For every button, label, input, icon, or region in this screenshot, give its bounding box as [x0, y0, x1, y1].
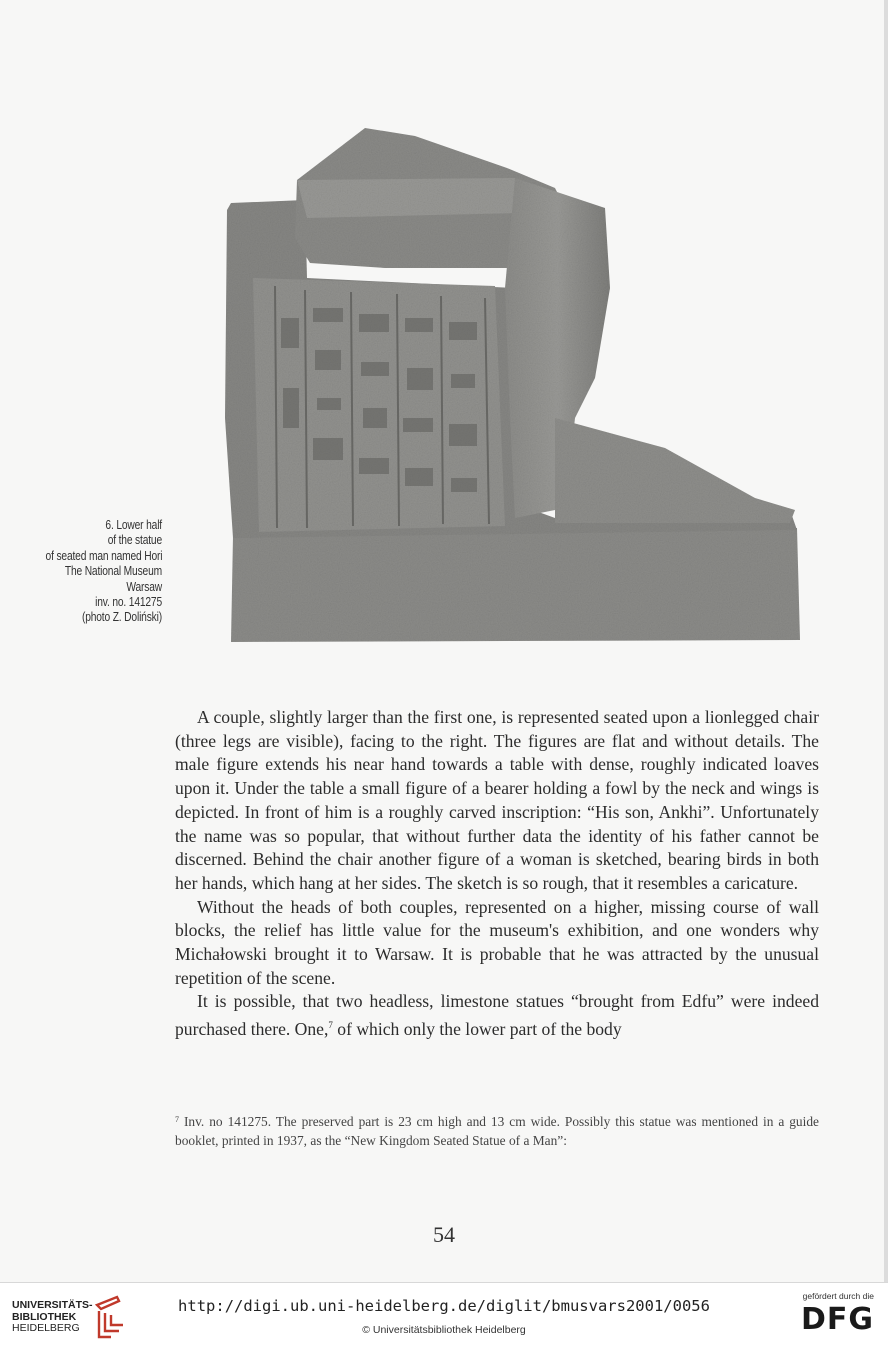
caption-line: 6. Lower half: [105, 518, 162, 532]
caption-line: The National Museum: [64, 564, 162, 579]
library-name-line: UNIVERSITÄTS-: [12, 1299, 93, 1311]
page-number: 54: [433, 1222, 455, 1247]
dfg-logo[interactable]: [784, 1291, 874, 1339]
caption-line: (photo Z. Doliński): [81, 610, 162, 625]
caption-line: inv. no. 141275: [95, 595, 162, 610]
footnote-text: Inv. no 141275. The preserved part is 23 cm high and 13 cm wide. Possibly this statue was mentioned in a guide booklet, printed in 1937, as the “New Kingdom Seated Statue of a Man”:: [175, 1114, 819, 1148]
viewer-footer: [0, 1282, 888, 1346]
caption-line: Warsaw: [126, 579, 162, 594]
dfg-wordmark: DFG: [800, 1302, 874, 1337]
statue-photograph: [215, 118, 805, 648]
paragraph-text: It is possible, that two headless, limestone statues “brought from Edfu” were indeed purchased there. One,: [175, 991, 819, 1040]
copyright-notice: © Universitätsbibliothek Heidelberg: [362, 1324, 526, 1336]
caption-line: of seated man named Hori: [45, 548, 163, 563]
scan-edge: [884, 0, 888, 1282]
paragraph: A couple, slightly larger than the first one, is represented seated upon a lionlegged chair (three legs are visible), facing to the right. The figures are flat and without details. The male figure extends his near hand towards a table with dense, roughly indicated loaves upon it. Under the table a small figure of a bearer holding a fowl by the neck and wings is depicted. In front of him is a roughly carved inscription: “His son, Ankhi”. Unfortunately the name was so popular, that without further data the identity of his father cannot be discerned. Behind the chair another figure of a woman is sketched, bearing birds in both her hands, which hang at her sides. The sketch is so rough, that it resembles a caricature.: [175, 707, 819, 893]
body-text: [175, 706, 819, 1042]
footnote: [175, 1110, 819, 1150]
paragraph: [175, 990, 819, 1041]
footnote-marker: 7: [175, 1115, 179, 1124]
dfg-funding-label: gefördert durch die: [802, 1291, 874, 1301]
paragraph-text: of which only the lower part of the body: [332, 1019, 622, 1040]
caption-line: of the statue: [107, 533, 162, 548]
paragraph: Without the heads of both couples, represented on a higher, missing course of wall blocks, the relief has little value for the museum's exhibition, and one wonders why Michałowski brought it to Warsaw. It is probable that he was attracted by the unusual repetition of the scene.: [175, 896, 819, 988]
footnote-reference: 7: [328, 1020, 333, 1031]
library-name-line: HEIDELBERG: [12, 1322, 80, 1334]
library-name-line: BIBLIOTHEK: [12, 1310, 77, 1323]
figure-caption: [46, 518, 162, 626]
permalink-url[interactable]: http://digi.ub.uni-heidelberg.de/diglit/bmusvars2001/0056: [178, 1297, 710, 1315]
